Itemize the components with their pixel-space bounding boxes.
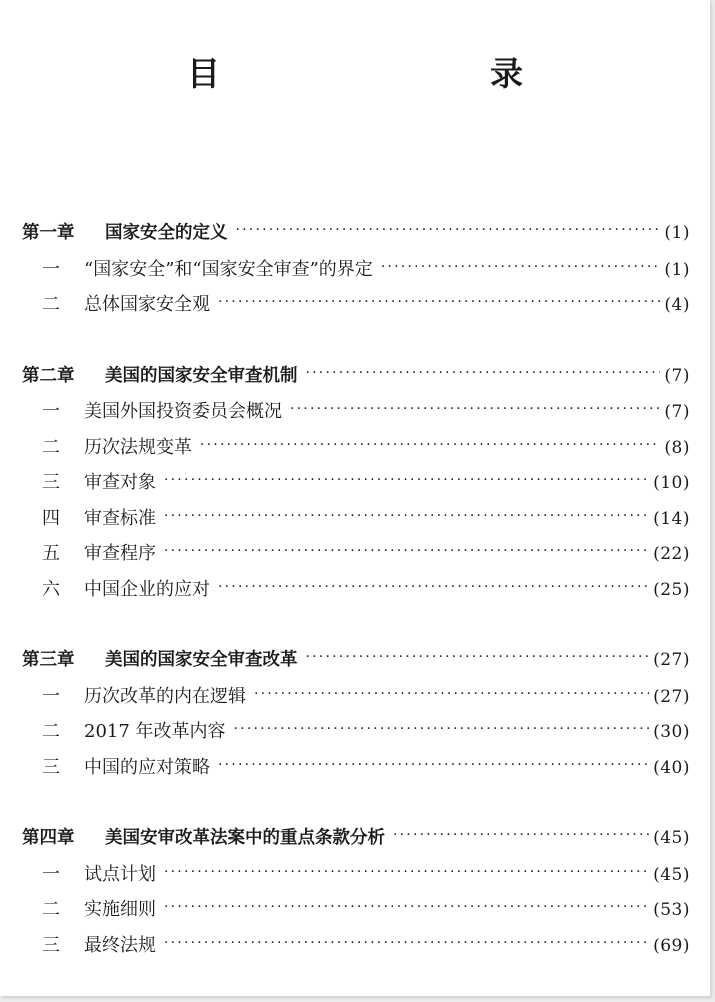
- dot-leader: [164, 463, 649, 499]
- section-title: 中国的应对策略: [84, 756, 210, 778]
- section-title: 实施细则: [84, 899, 156, 920]
- section-title: 审查程序: [84, 543, 156, 564]
- page-number: (53): [653, 900, 690, 920]
- page-number: (40): [653, 757, 690, 778]
- page-number: (25): [653, 579, 690, 600]
- dot-leader: [393, 818, 649, 854]
- dot-leader: [290, 392, 660, 428]
- toc-section[interactable]: [22, 287, 690, 323]
- section-title: 历次法规变革: [84, 436, 192, 458]
- dot-leader: [306, 640, 650, 676]
- toc-section[interactable]: [22, 465, 690, 501]
- page-number: (4): [664, 295, 690, 315]
- page-number: (45): [653, 828, 690, 848]
- page-number: (1): [664, 223, 690, 243]
- section-title: “国家安全”和“国家安全审查”的界定: [84, 258, 373, 280]
- toc-section[interactable]: [22, 679, 690, 715]
- chapter-number: 第三章: [22, 650, 75, 670]
- chapter-spacer: [22, 323, 690, 359]
- dot-leader: [218, 570, 649, 606]
- section-number: 三: [42, 472, 60, 493]
- page-number: (8): [664, 437, 690, 458]
- dot-leader: [164, 499, 649, 535]
- toc-section[interactable]: [22, 857, 690, 893]
- toc-chapter-4[interactable]: [22, 821, 690, 857]
- page-number: (27): [653, 650, 690, 670]
- toc-section[interactable]: [22, 394, 690, 430]
- section-number: 三: [42, 756, 60, 778]
- dot-leader: [254, 677, 649, 713]
- section-number: 一: [42, 863, 60, 885]
- toc-section[interactable]: [22, 501, 690, 537]
- toc-chapter-3[interactable]: [22, 643, 690, 679]
- dot-leader: [218, 748, 649, 784]
- dot-leader: [200, 428, 660, 464]
- dot-leader: [306, 356, 661, 392]
- page-number: (69): [653, 935, 690, 956]
- toc-section[interactable]: [22, 892, 690, 928]
- section-title: 历次改革的内在逻辑: [84, 685, 246, 707]
- dot-leader: [234, 712, 650, 748]
- chapter-title: 美国的国家安全审查改革: [105, 650, 298, 670]
- section-number: 三: [42, 934, 60, 956]
- section-title: 美国外国投资委员会概况: [84, 401, 282, 422]
- toc-section[interactable]: [22, 714, 690, 750]
- toc-section[interactable]: [22, 252, 690, 288]
- section-number: 一: [42, 401, 60, 422]
- section-title: 最终法规: [84, 934, 156, 956]
- dot-leader: [236, 213, 661, 249]
- page-number: (45): [653, 864, 690, 885]
- section-number: 二: [42, 721, 60, 742]
- chapter-number: 第二章: [22, 365, 75, 386]
- section-title: 审查标准: [84, 507, 156, 529]
- chapter-title: 美国安审改革法案中的重点条款分析: [105, 828, 385, 848]
- toc-section[interactable]: [22, 750, 690, 786]
- section-number: 六: [42, 578, 60, 600]
- section-number: 二: [42, 436, 60, 458]
- section-number: 一: [42, 258, 60, 280]
- section-number: 一: [42, 685, 60, 707]
- chapter-spacer: [22, 785, 690, 821]
- dot-leader: [218, 285, 660, 321]
- toc-chapter-1[interactable]: [22, 216, 690, 252]
- section-title: 2017 年改革内容: [84, 721, 226, 742]
- page-title: 目 录: [187, 54, 591, 93]
- section-title: 总体国家安全观: [84, 294, 210, 315]
- toc-chapter-2[interactable]: [22, 359, 690, 395]
- dot-leader: [164, 855, 649, 891]
- page-number: (22): [653, 544, 690, 564]
- chapter-title: 国家安全的定义: [105, 223, 228, 243]
- section-number: 二: [42, 294, 60, 315]
- page-number: (10): [653, 473, 690, 493]
- page-number: (7): [664, 365, 690, 386]
- section-title: 审查对象: [84, 472, 156, 493]
- dot-leader: [164, 926, 649, 962]
- dot-leader: [164, 534, 649, 570]
- toc-section[interactable]: [22, 572, 690, 608]
- section-number: 四: [42, 507, 60, 529]
- section-number: 二: [42, 899, 60, 920]
- page-number: (30): [653, 722, 690, 742]
- section-number: 五: [42, 543, 60, 564]
- chapter-number: 第四章: [22, 828, 75, 848]
- dot-leader: [164, 890, 649, 926]
- toc-section[interactable]: [22, 928, 690, 964]
- toc-section[interactable]: [22, 430, 690, 466]
- chapter-number: 第一章: [22, 223, 75, 243]
- chapter-title: 美国的国家安全审查机制: [105, 365, 298, 386]
- page-number: (7): [664, 402, 690, 422]
- page-number: (27): [653, 686, 690, 707]
- page-number: (1): [664, 259, 690, 280]
- table-of-contents: [22, 216, 690, 963]
- section-title: 试点计划: [84, 863, 156, 885]
- page-number: (14): [653, 508, 690, 529]
- chapter-spacer: [22, 607, 690, 643]
- toc-section[interactable]: [22, 536, 690, 572]
- section-title: 中国企业的应对: [84, 578, 210, 600]
- dot-leader: [381, 250, 661, 286]
